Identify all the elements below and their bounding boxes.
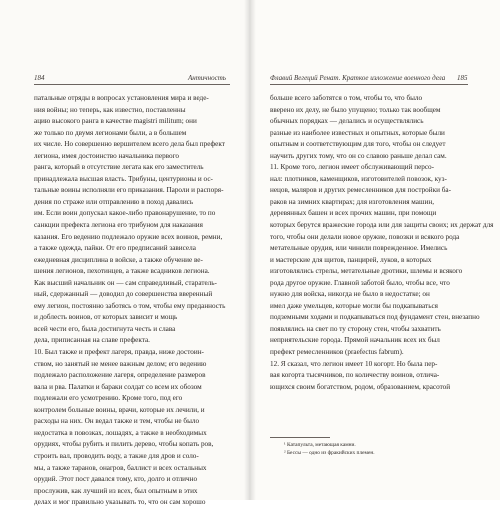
text-line: ежедневная дисциплина в войске, а также обучение ве-	[34, 255, 203, 264]
right-page	[250, 0, 500, 500]
footnotes	[284, 441, 464, 458]
right-header-rule	[270, 84, 468, 85]
text-line: опытным и соответствующим для того, чтобы он следует	[270, 140, 446, 149]
text-line: префект ремесленников (praefectus fabrum).	[270, 348, 404, 357]
right-running-head: Флавий Вегеций Ренат. Краткое изложение военного дела	[270, 74, 446, 82]
footnote: ² Бессы — одно из фракийских племен.	[284, 450, 375, 457]
text-line: прослужив, как лучший из всех, был опытным в этих	[34, 486, 198, 495]
text-line: 11. Кроме того, легион имеет обслуживающий персо-	[270, 163, 435, 172]
text-line: разные из наиболее известных и опытных, которые были	[270, 128, 445, 137]
text-line: же только по двумя легионами были, а в большем	[34, 128, 187, 137]
text-line: нецов, маляров и других ремесленников для постройки ба-	[270, 186, 451, 195]
text-line: санкции префекта легиона его трибуном для наказания	[34, 221, 203, 230]
text-line: нал: плотников, каменщиков, изготовителей повозок, куз-	[270, 174, 447, 183]
text-line: ему легион, постоянно заботясь о том, чтобы ему преданность	[34, 301, 226, 310]
left-header-rule	[34, 84, 230, 85]
book-gutter	[244, 0, 256, 500]
text-line: шения легионов, пехотинцев, а также всадников легиона.	[34, 267, 210, 276]
text-line: им. Если воин допускал какое-либо правонарушение, то по	[34, 209, 216, 218]
text-line: подлежало расположение лагеря, определение размеров	[34, 371, 206, 380]
text-line: ный, сдержанный — доводил до совершенства вверенный	[34, 290, 213, 299]
text-line: неприятельские города. Прямой начальник всех их был	[270, 336, 440, 345]
text-line: ющихся своим богатством, родом, образованием, красотой	[270, 382, 451, 391]
text-line: казания. Его ведению подлежало оружие всех воинов, ремни,	[34, 232, 223, 241]
right-page-number: 185	[457, 74, 468, 82]
text-line: орудий. Этот пост давался тому, кто, долго и отлично	[34, 475, 198, 484]
footnote: ¹ Катапульта, метающая камни.	[284, 442, 356, 448]
left-page	[0, 0, 250, 507]
text-line: и доблесть воинов, от которых зависит и мощь	[34, 313, 178, 322]
text-line: 12. Я сказал, что легион имеет 10 когорт. Но была пер-	[270, 359, 438, 368]
text-line: имел даже умельцев, которые могли бы подкапываться	[270, 301, 438, 310]
text-line: того, чтобы они делали новое оружие, повозки и всякого рода	[270, 232, 460, 241]
text-line: вая когорта тысячников, по количеству воинов, отлича-	[270, 371, 440, 380]
text-line: вверено их делу, не было упущено; только так вообщем	[270, 105, 441, 114]
text-line: делах и мог правильно указывать то, что он сам хорошо	[34, 498, 206, 507]
text-line: тальные воины исполняли его приказания. Пароли и распоря-	[34, 186, 224, 195]
text-line: раков на зимних квартирах; для изготовления машин,	[270, 197, 435, 206]
text-line: подлежали его усмотрению. Кроме того, под его	[34, 394, 183, 403]
text-line: подземными ходами и подкапываться под фундамент стен, внезапно	[270, 313, 480, 322]
text-line: расходы на них. Он ведал также и тем, чтобы не было	[34, 417, 200, 426]
text-line: метательные орудия, или чинили поврежденное. Имелись	[270, 244, 448, 253]
right-page-body	[270, 93, 494, 393]
text-line: изготовлялись стрелы, метательные дротики, шлемы и всякого	[270, 267, 463, 276]
text-line: принадлежала высшая власть. Трибуны, центурионы и ос-	[34, 174, 213, 183]
text-line: деревянных башен и всех прочих машин, при помощи	[270, 209, 437, 218]
text-line: а также одежда, пайки. От его предписаний зависела	[34, 244, 196, 253]
text-line: патальные отряды в вопросах установления мира и веде-	[34, 94, 209, 102]
text-line: дела, приписанная на славе префекта.	[34, 336, 150, 345]
text-line: больше всего заботятся о том, чтобы то, что было	[270, 94, 423, 102]
text-line: 10. Был также и префект лагеря, правда, ниже достоин-	[34, 348, 204, 357]
text-line: недостатка в повозках, лошадях, а также в необходимых	[34, 428, 207, 437]
text-line: Как высший начальник он — сам справедливый, старатель-	[34, 278, 217, 287]
text-line: легиона, имея достоинство начальника первого	[34, 151, 179, 160]
footnote-rule	[270, 437, 330, 438]
left-page-number: 184	[34, 74, 45, 82]
text-line: и мастерские для щитов, панцирей, луков, в которых	[270, 255, 432, 264]
text-line: ацию высокого ранга в качестве magistri militum; они	[34, 117, 197, 126]
left-page-body	[34, 93, 230, 509]
text-line: которых берутся вражеские города или для защиты своих; их держат для	[270, 221, 494, 230]
text-line: мы, а также таранов, онагров, баллист и всех остальных	[34, 463, 207, 472]
text-line: ством, но занятый не менее важным делом; его ведению	[34, 359, 207, 368]
text-line: всей чести его, была достигнута честь и слава	[34, 324, 176, 333]
left-running-head: Античность	[188, 74, 226, 82]
text-line: нужно для войска, никогда не было в недостатке; он	[270, 290, 430, 299]
text-line: их числе. Но совершенно вершителем всего дела был префект	[34, 140, 225, 149]
text-line: строить вал, проводить воду, а также для дров и соло-	[34, 451, 199, 460]
text-line: ранга, который в отсутствие легата как его заместитель	[34, 163, 204, 172]
text-line: вала и рва. Палатки и бараки солдат со всем их обозом	[34, 382, 202, 391]
text-line: дения по страже или отправлению в поход давались	[34, 197, 194, 206]
text-line: контролем больные воины, врачи, которые их лечили, и	[34, 405, 205, 414]
text-line: рода другое оружие. Главной заботой было, чтобы все, что	[270, 278, 450, 287]
text-line: обычных порядках — делались и осуществлялись	[270, 117, 424, 126]
text-line: ния войны; но теперь, как известно, поставленны	[34, 105, 186, 114]
text-line: орудиях, чтобы рубить и пилить дерево, чтобы копать ров,	[34, 440, 214, 449]
text-line: научить других тому, что он со славою раньше делал сам.	[270, 151, 447, 160]
text-line: появлялись на свет по ту сторону стен, чтобы захватить	[270, 324, 441, 333]
